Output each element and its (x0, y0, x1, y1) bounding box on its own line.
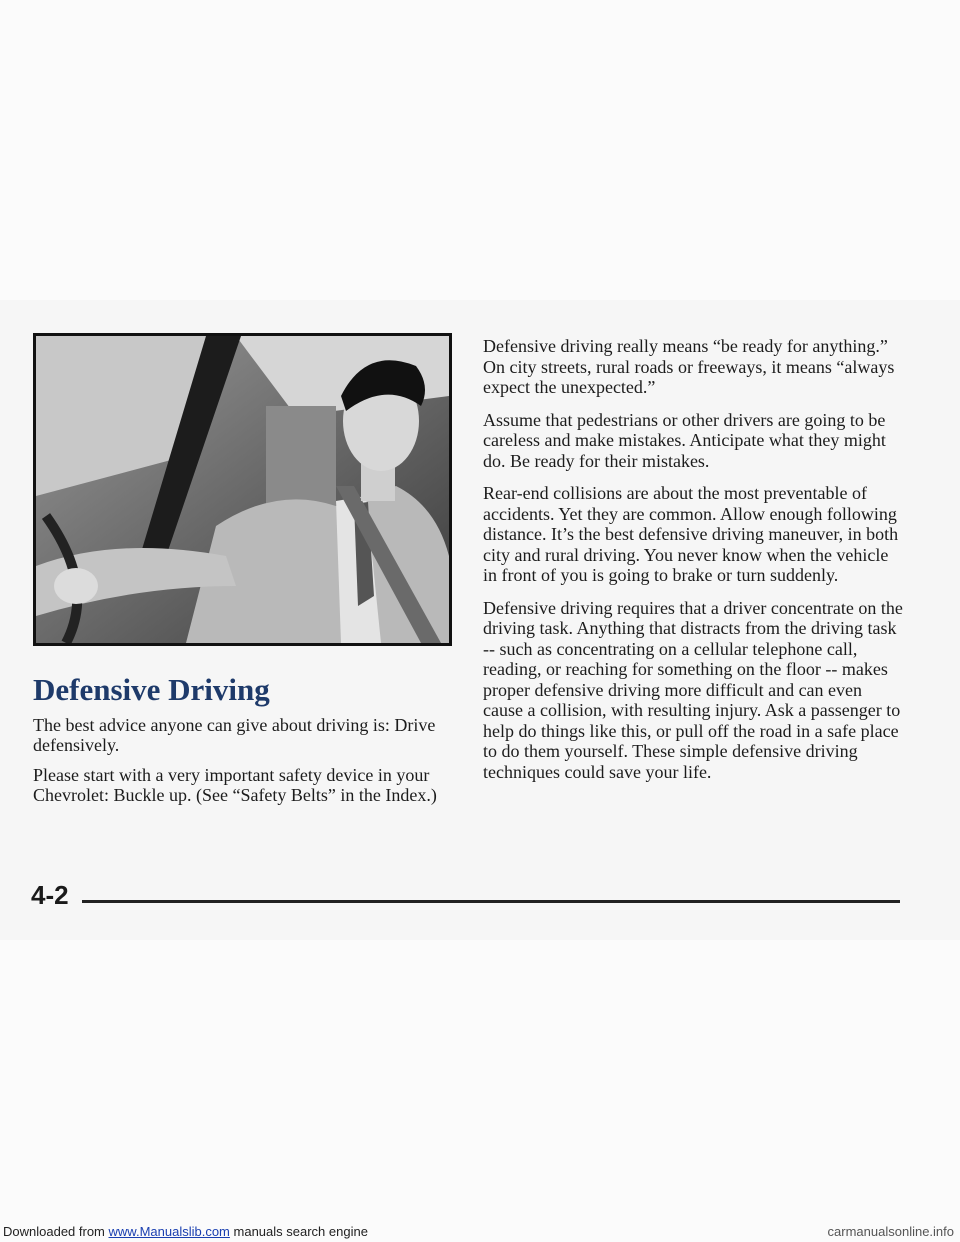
body-paragraph: Defensive driving really means “be ready for anything.” On city streets, rural roads or freeways, it means “always expect the unexpected.” (483, 336, 895, 397)
driver-seatbelt-icon (36, 336, 449, 643)
body-paragraph: Defensive driving requires that a driver concentrate on the driving task. Anything that distracts from the driving task -- such as concentrating on a cellular telephone call, reading, or reaching for something on the floor -- makes proper defensive driving more difficult and can even cause a collision, with resulting injury. Ask a passenger to help do things like this, or pull off the road in a safe place to do them yourself. These simple defensive driving techniques could save your life. (483, 597, 903, 782)
footer-rule (82, 900, 900, 903)
download-bar (0, 1222, 960, 1242)
watermark-text: carmanualsonline.info (827, 1224, 954, 1239)
page-number: 4-2 (31, 880, 69, 910)
download-prefix-text: Downloaded from (3, 1224, 105, 1239)
download-suffix-text: manuals search engine (233, 1224, 368, 1239)
driver-illustration (33, 333, 452, 646)
body-paragraph: Assume that pedestrians or other drivers are going to be careless and make mistakes. Anticipate what they might do. Be ready for their mistakes. (483, 409, 886, 471)
download-prefix (3, 1222, 368, 1242)
intro-paragraph: The best advice anyone can give about driving is: Drive defensively. (33, 715, 436, 755)
manualslib-link[interactable]: www.Manualslib.com (108, 1224, 230, 1239)
body-column (483, 336, 903, 794)
intro-paragraph: Please start with a very important safety device in your Chevrolet: Buckle up. (See “Safety Belts” in the Index.) (33, 765, 437, 805)
body-paragraph: Rear-end collisions are about the most preventable of accidents. Yet they are common. Allow enough following distance. It’s the best defensive driving maneuver, in both city and rural driving. You never know when the vehicle in front of you is going to brake or turn suddenly. (483, 483, 899, 585)
section-heading: Defensive Driving (33, 672, 270, 707)
